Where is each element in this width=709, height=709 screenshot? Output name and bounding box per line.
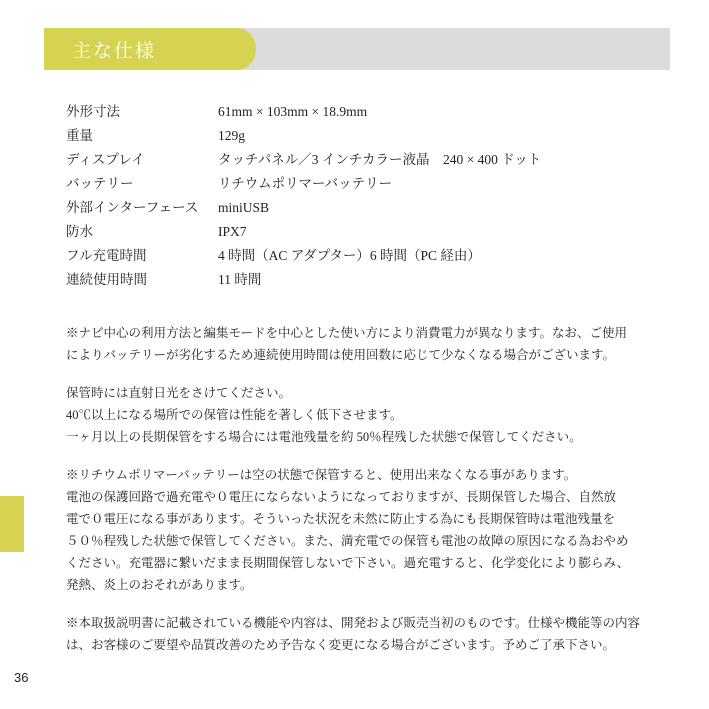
table-row [66, 124, 666, 148]
note-block [66, 322, 674, 366]
note-line: 保管時には直射日光をさけてください。 [66, 386, 292, 400]
spec-label: 連続使用時間 [66, 272, 147, 287]
spec-value: IPX7 [218, 224, 247, 239]
note-line: によりバッテリーが劣化するため連続使用時間は使用回数に応じて少なくなる場合がございます。 [66, 348, 616, 362]
table-row [66, 100, 666, 124]
note-line: ※本取扱説明書に記載されている機能や内容は、開発および販売当初のものです。仕様や機能等の内容 [66, 616, 641, 630]
spec-value: 4 時間（AC アダプター）6 時間（PC 経由） [218, 248, 481, 263]
spec-label: 外形寸法 [66, 104, 120, 119]
note-block [66, 382, 674, 448]
note-line: 一ヶ月以上の長期保管をする場合には電池残量を約 50％程残した状態で保管してください。 [66, 430, 582, 444]
spec-value: 61mm × 103mm × 18.9mm [218, 104, 368, 119]
spec-value: 129g [218, 128, 245, 143]
spec-label: バッテリー [66, 176, 134, 191]
specifications-table [66, 100, 666, 292]
spec-label: 外部インターフェース [66, 200, 199, 215]
note-line: 電池の保護回路で過充電や０電圧にならないようになっておりますが、長期保管した場合、自然放 [66, 490, 617, 504]
table-row [66, 172, 666, 196]
note-line: 電で０電圧になる事があります。そういった状況を未然に防止する為にも長期保管時は電池残量を [66, 512, 616, 526]
note-line: ５０％程残した状態で保管してください。また、満充電での保管も電池の故障の原因になる為おやめ [66, 534, 629, 548]
spec-label: ディスプレイ [66, 152, 145, 167]
spec-label: 重量 [66, 128, 93, 143]
note-line: ※ナビ中心の利用方法と編集モードを中心とした使い方により消費電力が異なります。なお、ご使用 [66, 326, 628, 340]
note-line: は、お客様のご要望や品質改善のため予告なく変更になる場合がございます。予めご了承下さい。 [66, 638, 616, 652]
spec-value: リチウムポリマーバッテリー [218, 176, 393, 191]
table-row [66, 268, 666, 292]
table-row [66, 196, 666, 220]
page-number: 36 [14, 670, 29, 685]
spec-value: miniUSB [218, 200, 270, 215]
table-row [66, 220, 666, 244]
spec-label: フル充電時間 [66, 248, 147, 263]
notes-section [66, 322, 674, 656]
note-line: 発熱、炎上のおそれがあります。 [66, 578, 253, 592]
page-edge-marker [0, 496, 24, 552]
note-block [66, 612, 674, 656]
spec-label: 防水 [66, 224, 93, 239]
table-row [66, 244, 666, 268]
note-line: ※リチウムポリマーバッテリーは空の状態で保管すると、使用出来なくなる事があります。 [66, 468, 577, 482]
spec-value: タッチパネル／3 インチカラー液晶 240 × 400 ドット [218, 152, 542, 167]
note-block [66, 464, 674, 596]
page-title: 主な仕様 [72, 41, 157, 62]
table-row [66, 148, 666, 172]
note-line: ください。充電器に繋いだまま長期間保管しないで下さい。過充電すると、化学変化により膨らみ、 [66, 556, 630, 570]
note-line: 40℃以上になる場所での保管は性能を著しく低下させます。 [66, 408, 403, 422]
spec-value: 11 時間 [218, 272, 262, 287]
